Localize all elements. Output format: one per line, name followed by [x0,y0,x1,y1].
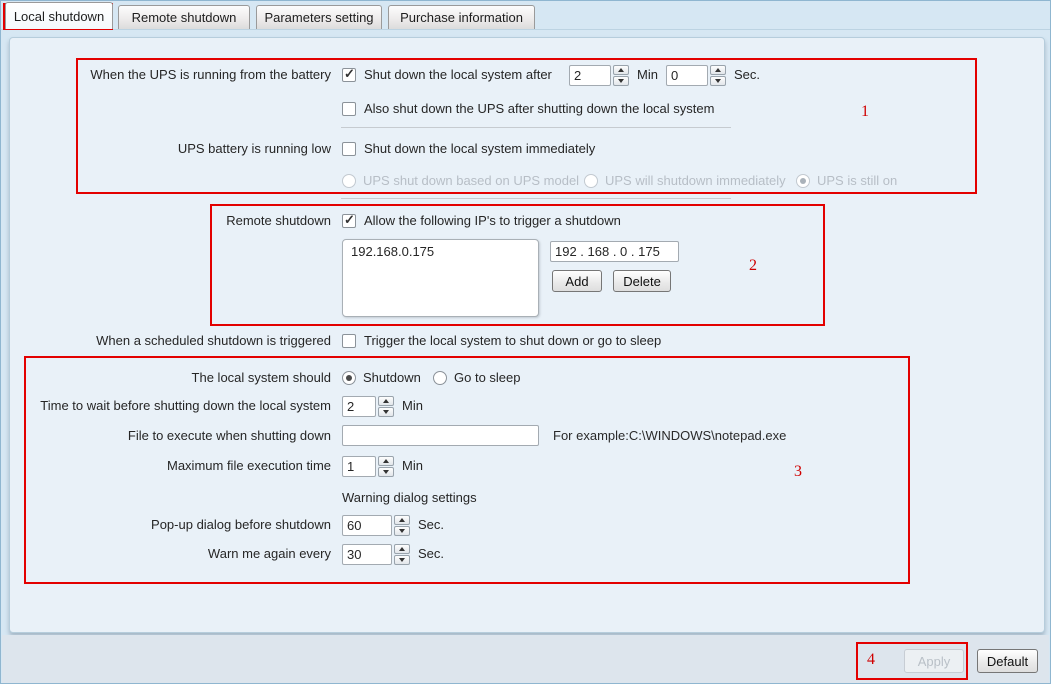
spin-down-icon[interactable] [378,407,394,417]
spinner-value[interactable]: 2 [342,396,376,417]
remote-shutdown-row [1,211,1050,231]
wait-minutes-spinner[interactable] [342,396,394,417]
spin-down-icon[interactable] [394,555,410,565]
battery-low-row [1,139,1050,159]
local-system-should-label: The local system should [191,370,331,385]
default-button-label: Default [986,653,1029,669]
wait-unit-label: Min [402,398,423,413]
tab-purchase-information[interactable] [388,5,535,29]
spinner-value[interactable]: 0 [666,65,708,86]
apply-button[interactable] [904,649,964,673]
tab-bar [1,1,1050,30]
also-shutdown-ups-label: Also shut down the UPS after shutting down the local system [364,101,715,116]
tab-local-shutdown[interactable] [5,2,113,29]
delete-button[interactable] [613,270,671,292]
warn-again-row [1,544,1050,564]
trigger-local-system-checkbox[interactable] [342,334,356,348]
ups-immediate-radio-label: UPS will shutdown immediately [605,173,786,188]
default-button[interactable] [977,649,1038,673]
warn-unit-label: Sec. [418,546,445,561]
spin-up-icon[interactable] [378,396,394,406]
tab-label: Remote shutdown [131,10,237,25]
apply-button-label: Apply [917,653,951,669]
shutdown-radio-label: Shutdown [363,370,421,385]
shutdown-radio[interactable] [342,371,356,385]
annotation-number-4: 4 [867,651,875,668]
shutdown-immediately-label: Shut down the local system immediately [364,141,596,156]
wait-time-row [1,396,1050,416]
add-button[interactable] [552,270,602,292]
shutdown-immediately-checkbox[interactable] [342,142,356,156]
popup-seconds-spinner[interactable] [342,515,410,536]
go-to-sleep-radio[interactable] [433,371,447,385]
max-exec-label: Maximum file execution time [167,458,331,473]
allow-ip-label: Allow the following IP's to trigger a shutdown [364,213,621,228]
file-execute-label: File to execute when shutting down [127,428,331,443]
spin-down-icon[interactable] [710,76,726,86]
max-exec-unit-label: Min [402,458,423,473]
shutdown-after-label: Shut down the local system after [364,67,552,82]
annotation-number-1: 1 [861,103,869,120]
ip-listbox[interactable] [342,239,539,317]
file-execute-input[interactable] [342,425,539,446]
spin-down-icon[interactable] [613,76,629,86]
add-button-label: Add [565,273,589,289]
spin-up-icon[interactable] [378,456,394,466]
footer-bar [2,635,1049,684]
popup-unit-label: Sec. [418,517,445,532]
spin-up-icon[interactable] [394,515,410,525]
tab-parameters-setting[interactable] [256,5,382,29]
scheduled-shutdown-row [1,331,1050,351]
ups-immediate-radio[interactable] [584,174,598,188]
tab-label: Parameters setting [264,10,374,25]
remote-shutdown-label: Remote shutdown [226,213,331,228]
annotation-number-3: 3 [794,463,802,480]
file-example-hint: For example:C:\WINDOWS\notepad.exe [553,428,787,443]
shutdown-minutes-spinner[interactable] [569,65,629,86]
spinner-value[interactable]: 60 [342,515,392,536]
warning-dialog-heading: Warning dialog settings [342,490,477,505]
spin-up-icon[interactable] [613,65,629,75]
spinner-value[interactable]: 1 [342,456,376,477]
max-exec-spinner[interactable] [342,456,394,477]
ups-mode-radio-row [1,171,1050,191]
battery-shutdown-row [1,65,1050,85]
spin-down-icon[interactable] [394,526,410,536]
also-shutdown-ups-checkbox[interactable] [342,102,356,116]
spin-down-icon[interactable] [378,467,394,477]
local-system-should-row [1,368,1050,388]
ip-address-input[interactable]: 192 . 168 . 0 . 175 [550,241,679,262]
spin-up-icon[interactable] [394,544,410,554]
battery-low-label: UPS battery is running low [177,141,331,156]
sec-unit-label: Sec. [733,67,760,82]
popup-dialog-label: Pop-up dialog before shutdown [151,517,331,532]
allow-ip-checkbox[interactable] [342,214,356,228]
also-shutdown-row [1,99,1050,119]
shutdown-seconds-spinner[interactable] [666,65,726,86]
tab-label: Local shutdown [13,8,105,24]
battery-row-label: When the UPS is running from the battery [90,67,331,82]
spinner-value[interactable]: 2 [569,65,611,86]
max-exec-row [1,456,1050,476]
ip-list-item[interactable]: 192.168.0.175 [351,244,435,259]
popup-dialog-row [1,515,1050,535]
warn-again-label: Warn me again every [207,546,331,561]
delete-button-label: Delete [623,273,661,289]
separator [341,198,731,199]
trigger-local-system-label: Trigger the local system to shut down or go to sleep [364,333,662,348]
warn-seconds-spinner[interactable] [342,544,410,565]
file-execute-row [1,426,1050,446]
spinner-value[interactable]: 30 [342,544,392,565]
tab-remote-shutdown[interactable] [118,5,250,29]
tab-label: Purchase information [400,10,523,25]
ups-model-radio[interactable] [342,174,356,188]
go-to-sleep-radio-label: Go to sleep [454,370,521,385]
ups-model-radio-label: UPS shut down based on UPS model [363,173,580,188]
spin-up-icon[interactable] [710,65,726,75]
annotation-number-2: 2 [749,257,757,274]
ups-still-on-radio[interactable] [796,174,810,188]
shutdown-after-checkbox[interactable] [342,68,356,82]
scheduled-shutdown-label: When a scheduled shutdown is triggered [96,333,331,348]
wait-time-label: Time to wait before shutting down the local system [40,398,331,413]
separator [341,127,731,128]
warning-heading-row [1,488,1050,508]
min-unit-label: Min [637,67,658,82]
ups-still-on-radio-label: UPS is still on [817,173,898,188]
